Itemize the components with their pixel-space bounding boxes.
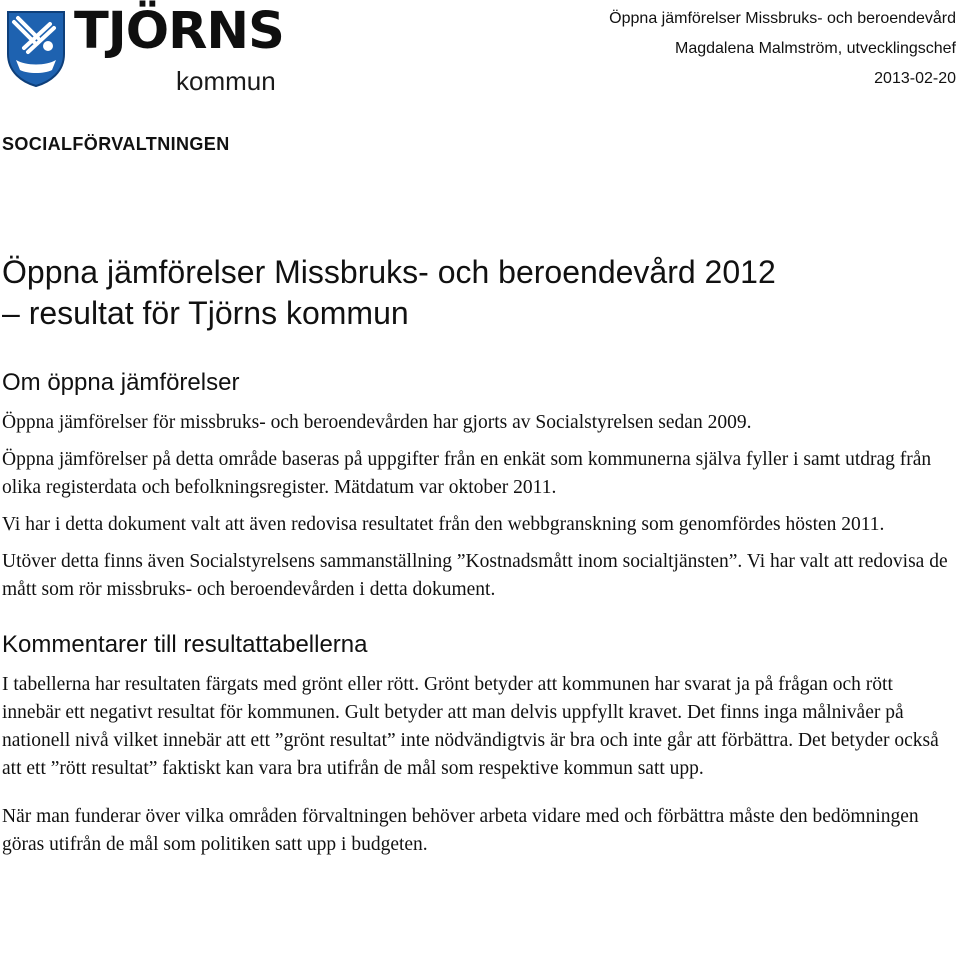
meta-author: Magdalena Malmström, utvecklingschef <box>674 40 956 57</box>
title-line-1: Öppna jämförelser Missbruks- och beroendevård 2012 <box>2 254 776 290</box>
tjorn-logo <box>4 2 294 96</box>
paragraph: Öppna jämförelser på detta område baseras på uppgifter från en enkät som kommunerna själva fyller i samt utdrag från olika registerdata och befolkningsregister. Mätdatum var oktober 2011. <box>2 449 932 498</box>
paragraph: Utöver detta finns även Socialstyrelsens sammanställning ”Kostnadsmått inom socialtjänsten”. Vi har valt att redovisa de mått som rör missbruks- och beroendevården i detta dokument. <box>2 551 948 600</box>
brand-name: TJÖRNS <box>74 2 284 61</box>
paragraph: Vi har i detta dokument valt att även redovisa resultatet från den webbgranskning som genomfördes hösten 2011. <box>2 514 885 535</box>
paragraph: Öppna jämförelser för missbruks- och beroendevården har gjorts av Socialstyrelsen sedan 2009. <box>2 412 752 433</box>
section-heading-comments: Kommentarer till resultattabellerna <box>2 631 368 658</box>
paragraph: I tabellerna har resultaten färgats med grönt eller rött. Grönt betyder att kommunen har svarat ja på frågan och rött innebär ett negativt resultat för kommunen. Gult betyder att man delvis uppfyllt kravet. Det finns inga målnivåer på nationell nivå vilket innebär att ett ”grönt resultat” inte nödvändigtvis är bra och inte går att förbättra. Det betyder också att ett ”rött resultat” faktiskt kan vara bra utifrån de mål som respektive kommun satt upp. <box>2 674 939 779</box>
paragraph: När man funderar över vilka områden förvaltningen behöver arbeta vidare med och förbättra måste den bedömningen göras utifrån de mål som politiken satt upp i budgeten. <box>2 806 919 855</box>
brand-sub: kommun <box>176 66 276 96</box>
meta-date: 2013-02-20 <box>874 70 956 87</box>
page-title <box>2 252 942 334</box>
department-label: SOCIALFÖRVALTNINGEN <box>2 134 230 154</box>
meta-doc-title: Öppna jämförelser Missbruks- och beroendevård <box>609 10 956 27</box>
coat-of-arms-icon <box>4 8 68 88</box>
body-content <box>2 366 952 859</box>
title-line-2: – resultat för Tjörns kommun <box>2 295 409 331</box>
section-heading-about: Om öppna jämförelser <box>2 369 240 396</box>
document-meta <box>609 4 956 94</box>
